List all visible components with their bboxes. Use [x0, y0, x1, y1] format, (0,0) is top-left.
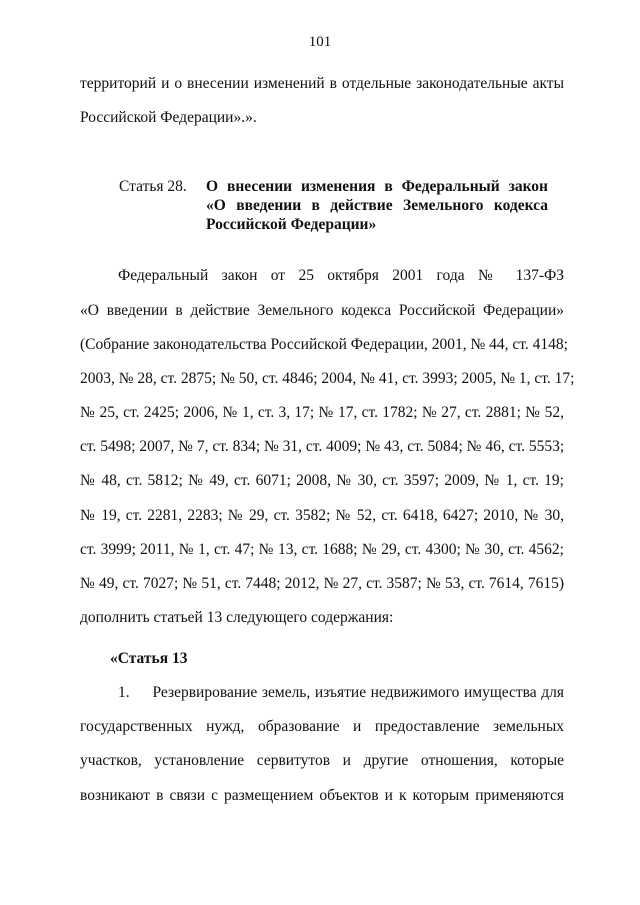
body-line-3: (Собрание законодательства Российской Федерации, 2001, № 44, ст. 4148;	[80, 336, 568, 353]
article-title-line-2: «О введении в действие Земельного кодекса	[206, 197, 548, 214]
body-line-9: ст. 3999; 2011, № 1, ст. 47; № 13, ст. 1688; № 29, ст. 4300; № 30, ст. 4562;	[80, 541, 564, 558]
page-number: 101	[308, 34, 332, 50]
intro-line-1: территорий и о внесении изменений в отдельные законодательные акты	[80, 75, 564, 92]
body-line-6: ст. 5498; 2007, № 7, ст. 834; № 31, ст. 4009; № 43, ст. 5084; № 46, ст. 5553;	[80, 438, 565, 455]
article-title-line-3: Российской Федерации»	[206, 216, 377, 233]
clause-1-line-2: государственных нужд, образование и предоставление земельных	[80, 718, 564, 735]
body-line-7: № 48, ст. 5812; № 49, ст. 6071; 2008, № 30, ст. 3597; 2009, № 1, ст. 19;	[80, 472, 564, 489]
clause-1-line-1: 1. Резервирование земель, изъятие недвижимого имущества для	[118, 684, 564, 701]
body-line-11: дополнить статьей 13 следующего содержания:	[80, 609, 394, 626]
clause-1-line-4: возникают в связи с размещением объектов и к которым применяются	[80, 787, 564, 804]
article-label: Статья 28.	[119, 178, 187, 195]
intro-line-2: Российской Федерации».».	[80, 109, 257, 126]
body-line-4: 2003, № 28, ст. 2875; № 50, ст. 4846; 2004, № 41, ст. 3993; 2005, № 1, ст. 17;	[80, 370, 575, 387]
body-line-5: № 25, ст. 2425; 2006, № 1, ст. 3, 17; № 17, ст. 1782; № 27, ст. 2881; № 52,	[80, 404, 564, 421]
body-line-10: № 49, ст. 7027; № 51, ст. 7448; 2012, № 27, ст. 3587; № 53, ст. 7614, 7615)	[80, 575, 564, 592]
body-line-2: «О введении в действие Земельного кодекса Российской Федерации»	[80, 302, 564, 319]
article-title-line-1: О внесении изменения в Федеральный закон	[206, 178, 548, 195]
clause-1-line-3: участков, установление сервитутов и другие отношения, которые	[80, 752, 564, 769]
body-line-1: Федеральный закон от 25 октября 2001 года № 137-ФЗ	[118, 267, 564, 284]
new-article-heading: «Статья 13	[110, 650, 188, 667]
body-line-8: № 19, ст. 2281, 2283; № 29, ст. 3582; № 52, ст. 6418, 6427; 2010, № 30,	[80, 507, 564, 524]
